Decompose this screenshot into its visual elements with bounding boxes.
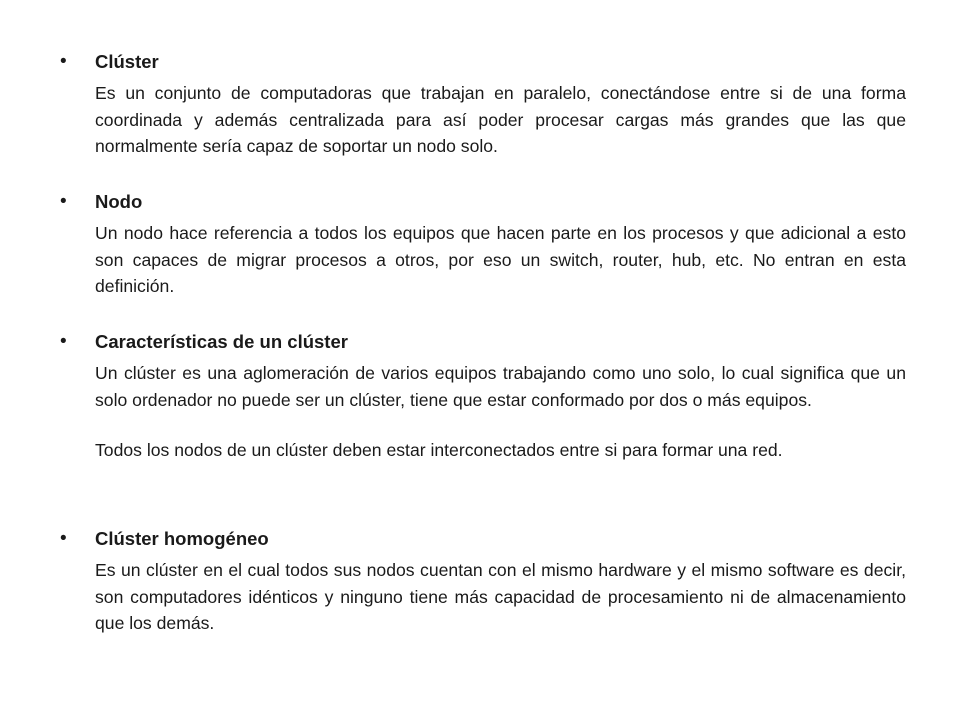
section-caracteristicas bbox=[60, 330, 906, 464]
bullet-row bbox=[60, 190, 906, 214]
section-paragraph: Un clúster es una aglomeración de varios equipos trabajando como uno solo, lo cual significa que un solo ordenador no puede ser un clúster, tiene que estar conformado por dos o más equipos. bbox=[95, 363, 906, 410]
bullet-icon: • bbox=[60, 331, 67, 352]
section-paragraph: Es un clúster en el cual todos sus nodos cuentan con el mismo hardware y el mismo software es decir, son computadores idénticos y ninguno tiene más capacidad de procesamiento ni de almacenamiento que los demás. bbox=[95, 560, 906, 633]
section-paragraph: Un nodo hace referencia a todos los equipos que hacen parte en los procesos y que adicional a esto son capaces de migrar procesos a otros, por eso un switch, router, hub, etc. No entran en esta definición. bbox=[95, 223, 906, 296]
section-cluster bbox=[60, 50, 906, 160]
bullet-icon: • bbox=[60, 528, 67, 549]
bullet-row bbox=[60, 527, 906, 551]
section-nodo bbox=[60, 190, 906, 300]
bullet-row bbox=[60, 50, 906, 74]
section-cluster-homogeneo bbox=[60, 527, 906, 637]
section-heading: Características de un clúster bbox=[95, 331, 348, 352]
bullet-icon: • bbox=[60, 191, 67, 212]
section-heading: Nodo bbox=[95, 191, 143, 212]
section-paragraph: Es un conjunto de computadoras que trabajan en paralelo, conectándose entre si de una forma coordinada y además centralizada para así poder procesar cargas más grandes que las que normalmente sería capaz de soportar un nodo solo. bbox=[95, 83, 906, 156]
bullet-row bbox=[60, 330, 906, 354]
section-heading: Clúster homogéneo bbox=[95, 528, 269, 549]
section-paragraph: Todos los nodos de un clúster deben estar interconectados entre si para formar una red. bbox=[95, 440, 783, 460]
section-heading: Clúster bbox=[95, 51, 159, 72]
bullet-icon: • bbox=[60, 51, 67, 72]
